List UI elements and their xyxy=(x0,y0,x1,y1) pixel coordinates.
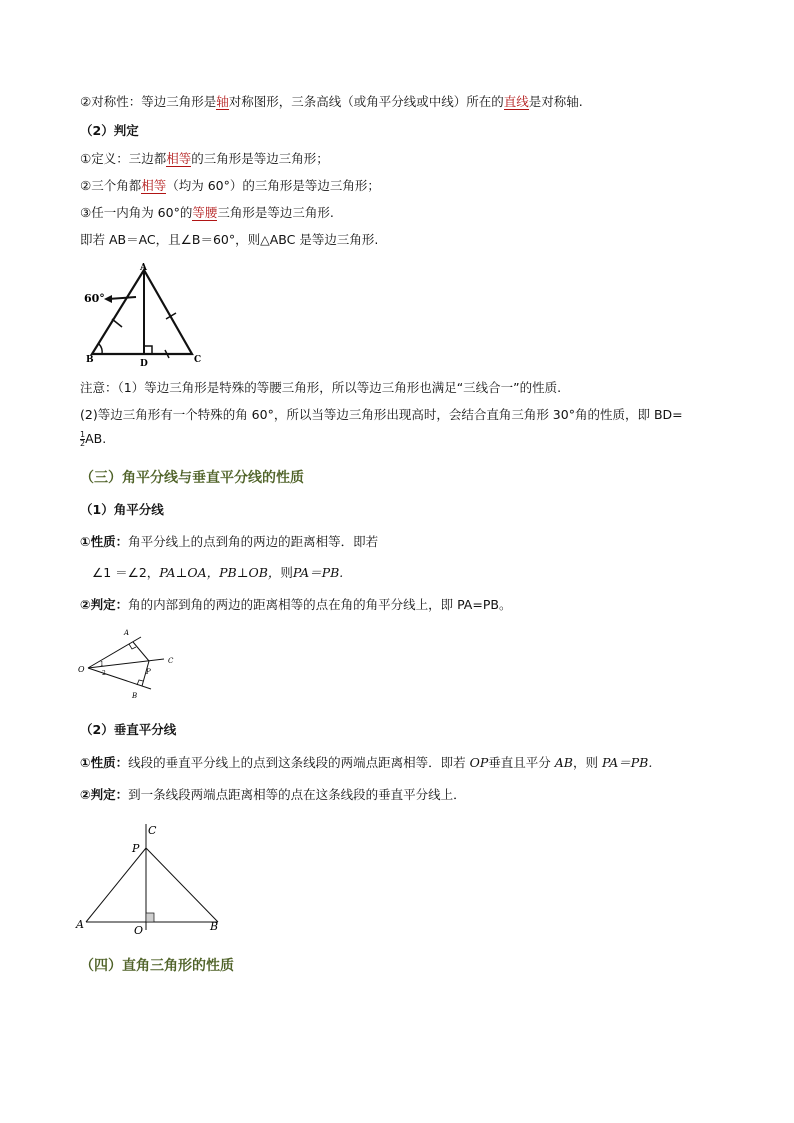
symmetry-line xyxy=(80,93,583,111)
frac-num: 1 xyxy=(80,430,86,439)
note-line-2: (2)等边三角形有一个特殊的角 60°，所以当等边三角形出现高时，会结合直角三角形 30°角的性质，即 BD= xyxy=(80,407,683,422)
judge-example: 即若 AB＝AC，且∠B＝60°，则△ABC 是等边三角形. xyxy=(80,232,379,247)
angle-b-arc xyxy=(99,344,102,354)
segment-pb xyxy=(146,848,218,922)
note-line-3-suffix: AB. xyxy=(85,431,107,446)
label-a2: A xyxy=(124,629,130,637)
perp-prop-label: ①性质： xyxy=(80,755,129,770)
perpendicular-bisector-figure xyxy=(70,820,230,940)
def-suffix: 的三角形是等边三角形； xyxy=(191,151,329,166)
bisector-prop-text: 角平分线上的点到角的两边的距离相等．即若 xyxy=(128,534,379,549)
ray-oa xyxy=(88,637,141,668)
bisector-cond-text: ∠1 ＝∠2， xyxy=(92,565,160,580)
judge-angles xyxy=(80,177,380,195)
section-4-heading: （四）直角三角形的性质 xyxy=(80,958,234,974)
perp-ab: AB xyxy=(554,755,573,770)
tick-ab xyxy=(112,319,122,327)
judge-definition xyxy=(80,150,329,168)
bisector-cond-then: 则 xyxy=(280,565,293,580)
bisector-cond-ital: PA⊥OA，PB⊥OB， xyxy=(159,565,281,580)
label-b3: B xyxy=(210,920,219,933)
perp-prop-text: 线段的垂直平分线上的点到这条线段的两端点距离相等．即若 xyxy=(128,755,466,770)
bisector-condition xyxy=(92,564,343,582)
right-angle-mark xyxy=(144,346,152,354)
bisector-judge-label: ②判定： xyxy=(80,597,129,612)
bisector-prop-label: ①性质： xyxy=(80,534,129,549)
segment-pa xyxy=(133,642,149,661)
perp-mid: 垂直且平分 xyxy=(488,755,551,770)
perp-judge-text: 到一条线段两端点距离相等的点在这条线段的垂直平分线上． xyxy=(128,787,466,802)
bisector-cond-result: PA＝PB. xyxy=(292,565,344,580)
label-angle-2: 2 xyxy=(102,670,106,677)
symmetry-suffix: 是对称轴. xyxy=(528,94,583,109)
label-p: P xyxy=(146,668,151,676)
angles-red: 相等 xyxy=(141,178,167,193)
bisector-property xyxy=(80,533,378,551)
label-b: B xyxy=(86,355,94,365)
line-word: 直线 xyxy=(503,94,529,109)
arrow-head xyxy=(104,295,112,303)
perp-property xyxy=(80,754,652,772)
iso-prefix: ③任一内角为 60°的 xyxy=(80,205,193,220)
judge-isosceles xyxy=(80,204,334,222)
def-red: 相等 xyxy=(166,151,192,166)
section-3-heading: （三）角平分线与垂直平分线的性质 xyxy=(80,470,304,486)
perp-judge-label: ②判定： xyxy=(80,787,129,802)
perp-then: ，则 xyxy=(572,755,598,770)
angles-prefix: ②三个角都 xyxy=(80,178,142,193)
label-b2: B xyxy=(132,692,138,700)
axis-word: 轴 xyxy=(216,94,229,109)
label-c: C xyxy=(194,355,202,365)
segment-pa xyxy=(86,848,146,922)
label-d: D xyxy=(140,359,148,369)
note-line-3 xyxy=(80,430,106,448)
bisector-heading: （1）角平分线 xyxy=(80,502,164,517)
angles-suffix: （均为 60°）的三角形是等边三角形； xyxy=(166,178,380,193)
label-c3: C xyxy=(148,824,157,837)
perp-result: PA＝PB. xyxy=(601,755,653,770)
judge-heading: （2）判定 xyxy=(80,123,139,138)
triangle-abc xyxy=(92,270,192,354)
arrow-line xyxy=(108,297,136,299)
perp-op: OP xyxy=(469,755,489,770)
def-prefix: ①定义：三边都 xyxy=(80,151,167,166)
perp-judge xyxy=(80,786,466,804)
angle-bisector-figure xyxy=(76,622,186,702)
right-angle-o xyxy=(146,913,154,922)
label-c2: C xyxy=(168,657,174,665)
angle-60-label: 60° xyxy=(84,292,105,305)
label-p3: P xyxy=(132,842,140,855)
label-a: A xyxy=(140,263,147,273)
bisector-judge xyxy=(80,596,511,614)
equilateral-triangle-figure xyxy=(80,262,210,372)
note-line-1: 注意：（1）等边三角形是特殊的等腰三角形，所以等边三角形也满足“三线合一”的性质. xyxy=(80,380,562,395)
label-a3: A xyxy=(76,918,84,931)
label-o3: O xyxy=(134,924,144,937)
iso-red: 等腰 xyxy=(192,205,218,220)
symmetry-prefix: ②对称性：等边三角形是 xyxy=(80,94,217,109)
iso-suffix: 三角形是等边三角形. xyxy=(217,205,334,220)
label-angle-1: 1 xyxy=(100,661,104,668)
perp-heading: （2）垂直平分线 xyxy=(80,722,177,737)
symmetry-mid: 对称图形，三条高线（或角平分线或中线）所在的 xyxy=(228,94,504,109)
bisector-judge-text: 角的内部到角的两边的距离相等的点在角的角平分线上，即 PA=PB。 xyxy=(128,597,512,612)
frac-den: 2 xyxy=(80,439,86,448)
label-o: O xyxy=(78,665,85,674)
